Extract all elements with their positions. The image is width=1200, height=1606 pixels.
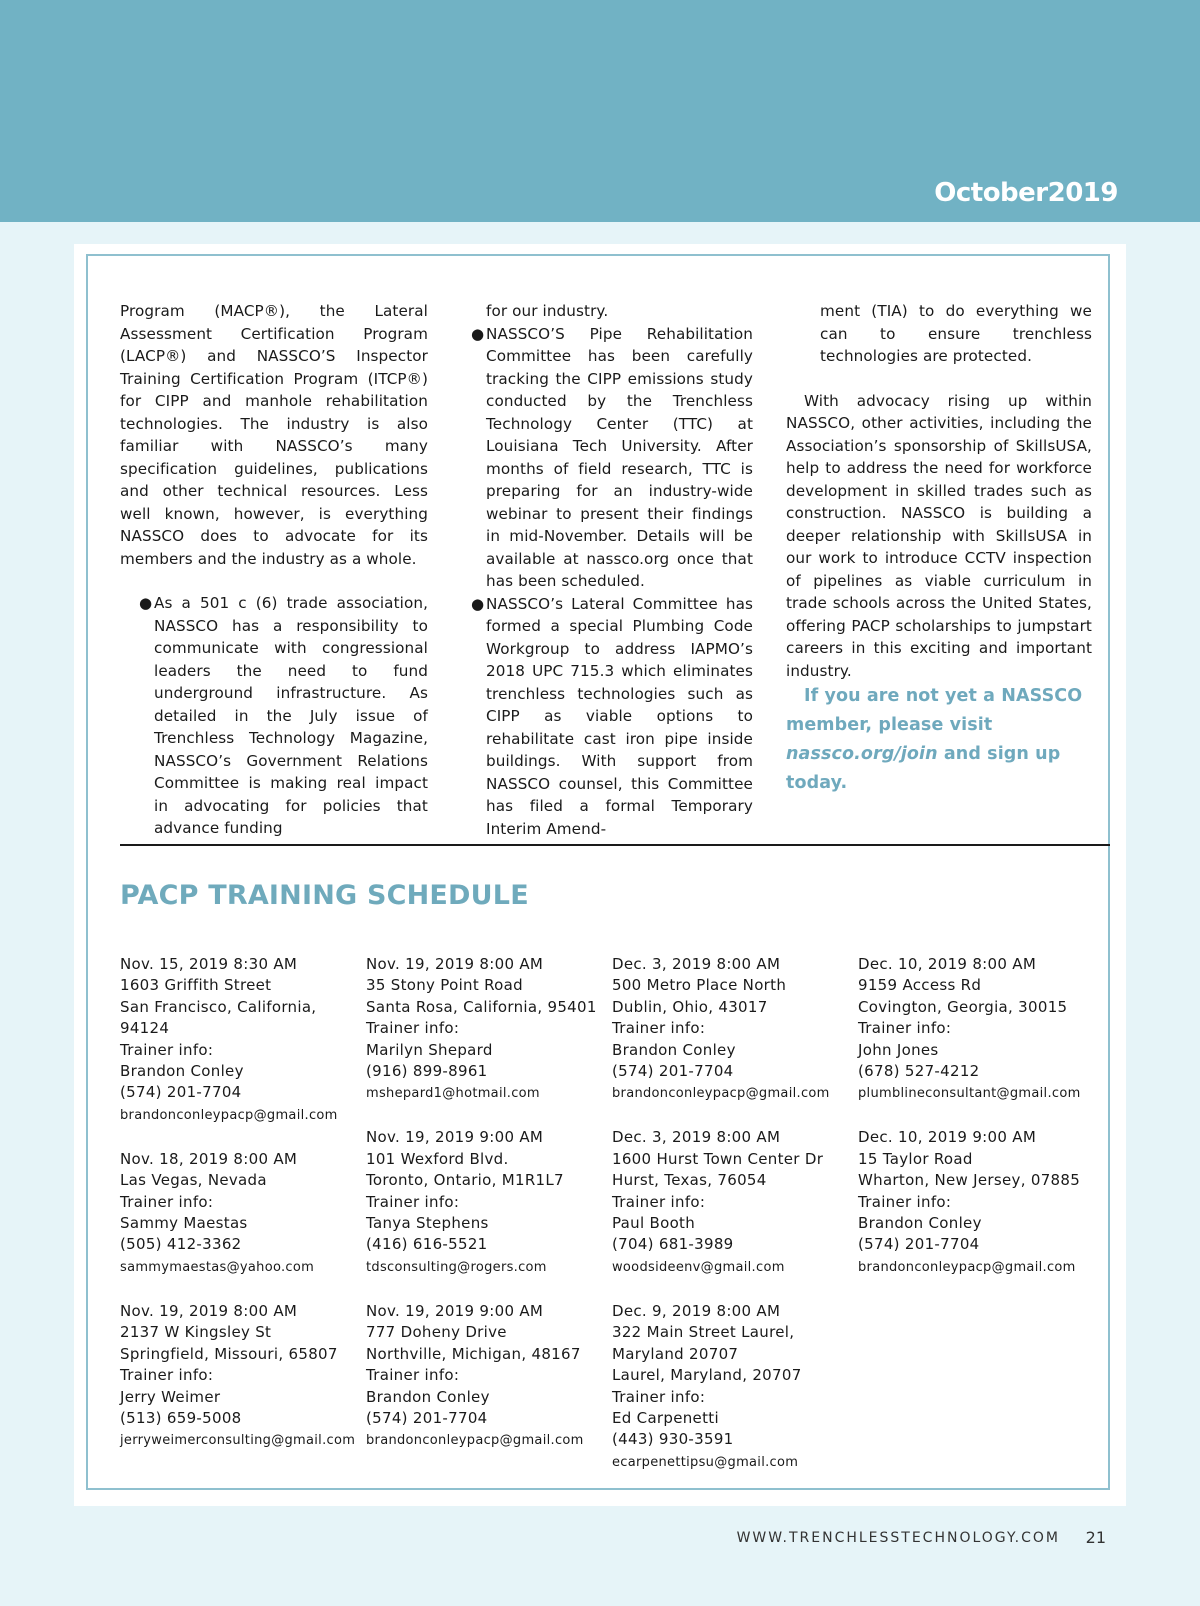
footer-url[interactable]: WWW.TRENCHLESSTECHNOLOGY.COM bbox=[736, 1530, 1060, 1546]
bullet-list bbox=[471, 323, 753, 841]
bullet-item bbox=[471, 323, 753, 593]
trainer-phone: (574) 201-7704 bbox=[366, 1408, 488, 1427]
trainer-label: Trainer info: bbox=[858, 1192, 952, 1211]
entry-city: Santa Rosa, California, 95401 bbox=[366, 997, 597, 1016]
entry-date: Dec. 10, 2019 8:00 AM bbox=[858, 955, 1037, 973]
trainer-phone: (574) 201-7704 bbox=[120, 1083, 242, 1102]
trainer-name: Tanya Stephens bbox=[366, 1214, 489, 1233]
trainer-phone: (416) 616-5521 bbox=[366, 1235, 488, 1254]
bullet-text: NASSCO’s Lateral Committee has formed a special Plumbing Code Workgroup to address IAPMO’s 2018 UPC 715.3 which eliminates trenchless technologies such as CIPP as viable options to rehabilitate cast iron pipe inside buildings. With support from NASSCO counsel, this Committee has filed a formal Temporary Interim Amend- bbox=[486, 594, 753, 838]
header-banner bbox=[0, 0, 1200, 222]
schedule-entry bbox=[366, 1301, 606, 1453]
trainer-email[interactable]: ecarpenettipsu@gmail.com bbox=[612, 1454, 799, 1470]
entry-city: Northville, Michigan, 48167 bbox=[366, 1344, 581, 1363]
entry-city: Covington, Georgia, 30015 bbox=[858, 997, 1068, 1016]
trainer-email[interactable]: plumblineconsultant@gmail.com bbox=[858, 1086, 1081, 1102]
entry-date: Dec. 10, 2019 9:00 AM bbox=[858, 1128, 1037, 1147]
trainer-label: Trainer info: bbox=[120, 1192, 214, 1211]
article-column-3 bbox=[786, 300, 1092, 798]
trainer-label: Trainer info: bbox=[612, 1019, 706, 1038]
bullet-dot-icon: ● bbox=[139, 594, 153, 612]
schedule-entry bbox=[366, 954, 606, 1106]
schedule-column-2 bbox=[366, 954, 606, 1474]
trainer-label: Trainer info: bbox=[612, 1387, 706, 1406]
entry-city: Maryland 20707 bbox=[612, 1344, 739, 1363]
schedule-entry bbox=[612, 954, 852, 1106]
trainer-phone: (916) 899-8961 bbox=[366, 1062, 488, 1081]
entry-address: 1603 Griffith Street bbox=[120, 976, 272, 995]
bullet-continuation: for our industry. bbox=[486, 302, 609, 320]
bullet-text: As a 501 c (6) trade association, NASSCO has a responsibility to communicate with congressional leaders the need to fund underground infrastructure. As detailed in the July issue of Trenchless Technology Magazine, NASSCO’s Government Relations Committee is making real impact in advocating for policies that advance funding bbox=[154, 594, 428, 837]
page-number: 21 bbox=[1085, 1528, 1106, 1547]
content-frame bbox=[86, 254, 1110, 1490]
article-paragraph: Program (MACP®), the Lateral Assessment Certification Program (LACP®) and NASSCO’S Inspector Training Certification Program (ITCP®) for CIPP and manhole rehabilitation technologies. The industry is also familiar with NASSCO’s many specification guidelines, publications and other technical resources. Less well known, however, is everything NASSCO does to advocate for its members and the industry as a whole. bbox=[120, 302, 428, 568]
trainer-email[interactable]: brandonconleypacp@gmail.com bbox=[858, 1259, 1076, 1275]
schedule-entry bbox=[120, 954, 360, 1128]
trainer-label: Trainer info: bbox=[366, 1192, 460, 1211]
entry-address: 15 Taylor Road bbox=[858, 1149, 973, 1168]
schedule-entry bbox=[858, 954, 1098, 1106]
trainer-name: Ed Carpenetti bbox=[612, 1408, 719, 1427]
trainer-email[interactable]: jerryweimerconsulting@gmail.com bbox=[120, 1433, 356, 1449]
entry-date: Nov. 18, 2019 8:00 AM bbox=[120, 1149, 298, 1168]
entry-address: 777 Doheny Drive bbox=[366, 1323, 507, 1342]
trainer-email[interactable]: brandonconleypacp@gmail.com bbox=[366, 1433, 584, 1449]
schedule-title: PACP TRAINING SCHEDULE bbox=[120, 880, 529, 911]
entry-address: 101 Wexford Blvd. bbox=[366, 1149, 509, 1168]
trainer-email[interactable]: brandonconleypacp@gmail.com bbox=[612, 1086, 830, 1102]
issue-date: October2019 bbox=[934, 178, 1118, 208]
trainer-name: Paul Booth bbox=[612, 1214, 696, 1233]
entry-city: Wharton, New Jersey, 07885 bbox=[858, 1171, 1081, 1190]
entry-date: Nov. 19, 2019 8:00 AM bbox=[366, 955, 544, 973]
trainer-phone: (505) 412-3362 bbox=[120, 1235, 242, 1254]
entry-city: 94124 bbox=[120, 1019, 170, 1038]
entry-address: 500 Metro Place North bbox=[612, 976, 787, 995]
entry-address: Las Vegas, Nevada bbox=[120, 1171, 267, 1190]
schedule-entry bbox=[612, 1127, 852, 1279]
trainer-name: Brandon Conley bbox=[858, 1214, 982, 1233]
trainer-name: Brandon Conley bbox=[366, 1387, 490, 1406]
entry-date: Nov. 19, 2019 9:00 AM bbox=[366, 1301, 544, 1320]
section-divider bbox=[120, 844, 1110, 846]
trainer-name: Brandon Conley bbox=[612, 1040, 736, 1059]
schedule-entry bbox=[120, 1149, 360, 1280]
schedule-column-1 bbox=[120, 954, 360, 1474]
bullet-list bbox=[120, 592, 428, 840]
trainer-email[interactable]: mshepard1@hotmail.com bbox=[366, 1086, 540, 1102]
bullet-continuation: ment (TIA) to do everything we can to ensure trenchless technologies are protected. bbox=[820, 302, 1092, 365]
entry-address: 2137 W Kingsley St bbox=[120, 1323, 272, 1342]
bullet-dot-icon: ● bbox=[471, 324, 485, 343]
trainer-phone: (704) 681-3989 bbox=[612, 1235, 734, 1254]
entry-city: Laurel, Maryland, 20707 bbox=[612, 1366, 802, 1385]
entry-city: Toronto, Ontario, M1R1L7 bbox=[366, 1171, 564, 1190]
schedule-entry bbox=[366, 1127, 606, 1279]
trainer-phone: (443) 930-3591 bbox=[612, 1430, 734, 1449]
entry-address: 1600 Hurst Town Center Dr bbox=[612, 1149, 824, 1168]
trainer-name: Brandon Conley bbox=[120, 1062, 244, 1081]
trainer-label: Trainer info: bbox=[120, 1366, 214, 1385]
trainer-name: Marilyn Shepard bbox=[366, 1040, 493, 1059]
article-column-1 bbox=[120, 300, 428, 840]
schedule-column-3 bbox=[612, 954, 852, 1496]
bullet-text: NASSCO’S Pipe Rehabilitation Committee has been carefully tracking the CIPP emissions study conducted by the Trenchless Technology Center (TTC) at Louisiana Tech University. After months of field research, TTC is preparing for an industry-wide webinar to present their findings in mid-November. Details will be available at nassco.org once that has been scheduled. bbox=[486, 324, 753, 590]
trainer-email[interactable]: tdsconsulting@rogers.com bbox=[366, 1259, 547, 1275]
membership-callout: If you are not yet a NASSCO member, please visit nassco.org/join and sign up today. bbox=[786, 686, 1083, 793]
trainer-label: Trainer info: bbox=[366, 1019, 460, 1038]
entry-address: 9159 Access Rd bbox=[858, 976, 982, 995]
entry-date: Dec. 9, 2019 8:00 AM bbox=[612, 1301, 781, 1320]
trainer-email[interactable]: sammymaestas@yahoo.com bbox=[120, 1259, 315, 1275]
entry-city: Hurst, Texas, 76054 bbox=[612, 1171, 767, 1190]
entry-date: Dec. 3, 2019 8:00 AM bbox=[612, 1128, 781, 1147]
trainer-email[interactable]: brandonconleypacp@gmail.com bbox=[120, 1107, 338, 1123]
trainer-phone: (574) 201-7704 bbox=[612, 1062, 734, 1081]
trainer-name: John Jones bbox=[858, 1040, 939, 1059]
bullet-item bbox=[471, 593, 753, 841]
content-card bbox=[74, 244, 1126, 1506]
trainer-phone: (513) 659-5008 bbox=[120, 1408, 242, 1427]
trainer-email[interactable]: woodsideenv@gmail.com bbox=[612, 1259, 785, 1275]
entry-address: 322 Main Street Laurel, bbox=[612, 1323, 795, 1342]
schedule-column-4 bbox=[858, 954, 1098, 1301]
entry-date: Nov. 19, 2019 9:00 AM bbox=[366, 1128, 544, 1147]
trainer-label: Trainer info: bbox=[858, 1019, 952, 1038]
join-link[interactable]: nassco.org/join bbox=[786, 744, 938, 764]
schedule-entry bbox=[858, 1127, 1098, 1279]
bullet-item bbox=[120, 592, 428, 840]
schedule-entry bbox=[120, 1301, 360, 1453]
entry-city: Springfield, Missouri, 65807 bbox=[120, 1344, 338, 1363]
entry-address: 35 Stony Point Road bbox=[366, 976, 523, 995]
trainer-name: Jerry Weimer bbox=[120, 1387, 221, 1406]
entry-date: Dec. 3, 2019 8:00 AM bbox=[612, 955, 781, 973]
article-paragraph: With advocacy rising up within NASSCO, other activities, including the Association’s sponsorship of SkillsUSA, help to address the need for workforce development in skilled trades such as construction. NASSCO is building a deeper relationship with SkillsUSA in our work to introduce CCTV inspection of pipelines as viable curriculum in trade schools across the United States, offering PACP scholarships to jumpstart careers in this exciting and important industry. bbox=[786, 391, 1092, 680]
entry-date: Nov. 15, 2019 8:30 AM bbox=[120, 955, 298, 973]
trainer-name: Sammy Maestas bbox=[120, 1214, 248, 1233]
trainer-phone: (574) 201-7704 bbox=[858, 1235, 980, 1254]
schedule-entry bbox=[612, 1301, 852, 1475]
trainer-phone: (678) 527-4212 bbox=[858, 1062, 980, 1081]
trainer-label: Trainer info: bbox=[120, 1040, 214, 1059]
trainer-label: Trainer info: bbox=[612, 1192, 706, 1211]
entry-city: Dublin, Ohio, 43017 bbox=[612, 997, 768, 1016]
article-column-2 bbox=[471, 300, 753, 840]
bullet-dot-icon: ● bbox=[471, 594, 485, 613]
entry-city: San Francisco, California, bbox=[120, 997, 317, 1016]
trainer-label: Trainer info: bbox=[366, 1366, 460, 1385]
entry-date: Nov. 19, 2019 8:00 AM bbox=[120, 1301, 298, 1320]
